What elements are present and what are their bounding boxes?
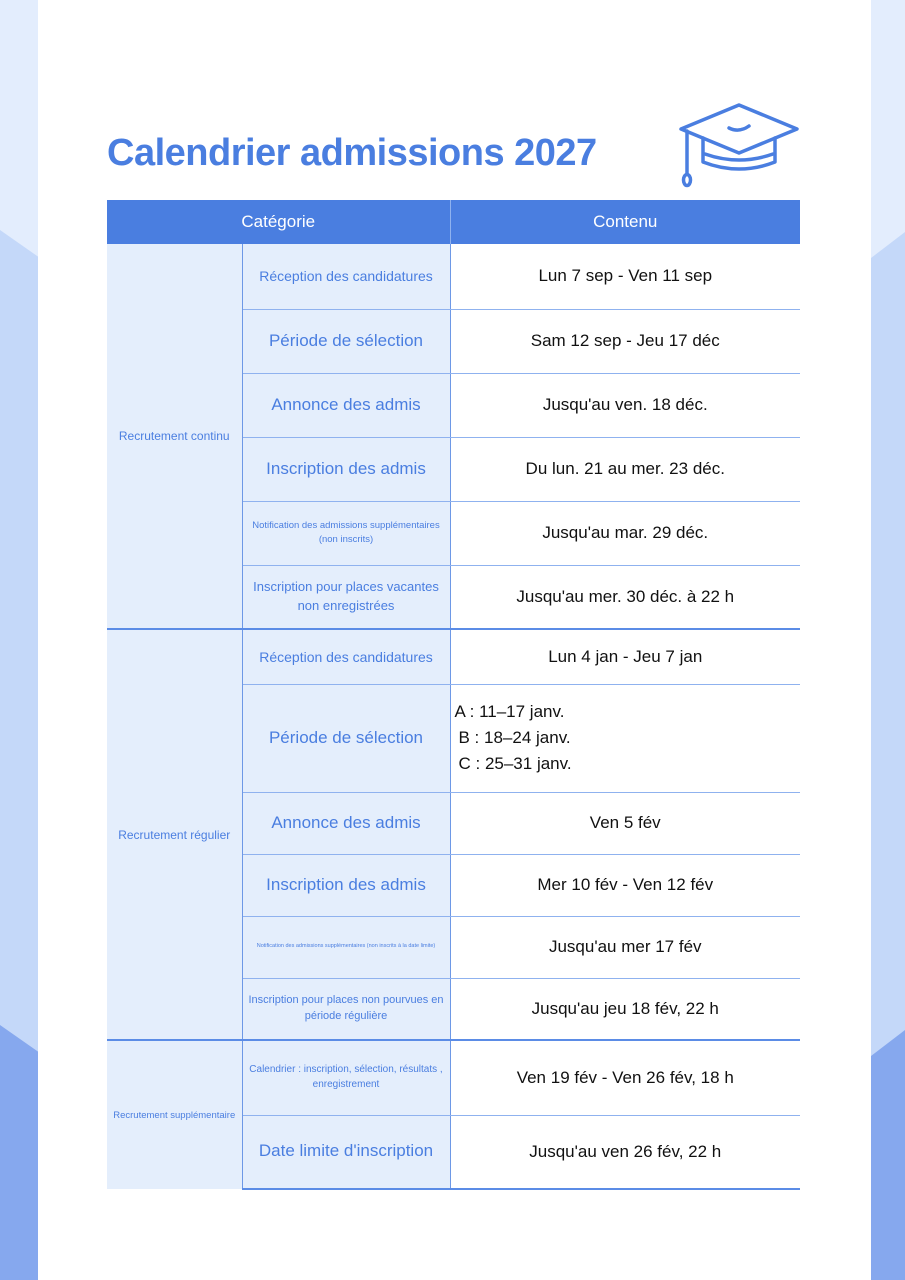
content-cell: Jusqu'au mer. 30 déc. à 22 h [450, 565, 800, 629]
content-cell: Du lun. 21 au mer. 23 déc. [450, 437, 800, 501]
category-cell: Date limite d'inscription [242, 1115, 450, 1189]
category-cell: Inscription pour places vacantes non enregistrées [242, 565, 450, 629]
content-cell: Jusqu'au mar. 29 déc. [450, 501, 800, 565]
content-cell: Sam 12 sep - Jeu 17 déc [450, 309, 800, 373]
category-cell: Période de sélection [242, 684, 450, 792]
category-cell: Calendrier : inscription, sélection, résultats , enregistrement [242, 1040, 450, 1115]
category-cell: Inscription des admis [242, 854, 450, 916]
page-title: Calendrier admissions 2027 [107, 132, 597, 174]
content-cell: Ven 19 fév - Ven 26 fév, 18 h [450, 1040, 800, 1115]
admissions-calendar-table [107, 200, 800, 1190]
category-cell: Période de sélection [242, 309, 450, 373]
group-label: Recrutement continu [107, 244, 242, 629]
content-line: B : 18–24 janv. [458, 728, 571, 747]
category-cell: Annonce des admis [242, 792, 450, 854]
category-cell: Annonce des admis [242, 373, 450, 437]
category-cell: Réception des candidatures [242, 629, 450, 684]
content-cell: Ven 5 fév [450, 792, 800, 854]
content-line: C : 25–31 janv. [458, 754, 572, 773]
content-cell-multiline [450, 684, 800, 792]
content-cell: Jusqu'au ven. 18 déc. [450, 373, 800, 437]
graduation-cap-icon [677, 100, 801, 192]
header-content: Contenu [450, 200, 800, 244]
group-label: Recrutement régulier [107, 629, 242, 1040]
category-cell: Inscription des admis [242, 437, 450, 501]
group-label: Recrutement supplémentaire [107, 1040, 242, 1189]
content-cell: Mer 10 fév - Ven 12 fév [450, 854, 800, 916]
content-cell: Lun 4 jan - Jeu 7 jan [450, 629, 800, 684]
content-line: A : 11–17 janv. [454, 702, 565, 721]
content-cell: Jusqu'au ven 26 fév, 22 h [450, 1115, 800, 1189]
content-cell: Jusqu'au jeu 18 fév, 22 h [450, 978, 800, 1040]
content-cell: Lun 7 sep - Ven 11 sep [450, 244, 800, 309]
category-cell: Inscription pour places non pourvues en période régulière [242, 978, 450, 1040]
category-cell: Notification des admissions supplémentaires (non inscrits à la date limite) [242, 916, 450, 978]
category-cell: Réception des candidatures [242, 244, 450, 309]
header-category: Catégorie [107, 200, 450, 244]
background-decoration-right [871, 0, 905, 1280]
background-decoration-left [0, 0, 40, 1280]
content-cell: Jusqu'au mer 17 fév [450, 916, 800, 978]
category-cell: Notification des admissions supplémentaires (non inscrits) [242, 501, 450, 565]
